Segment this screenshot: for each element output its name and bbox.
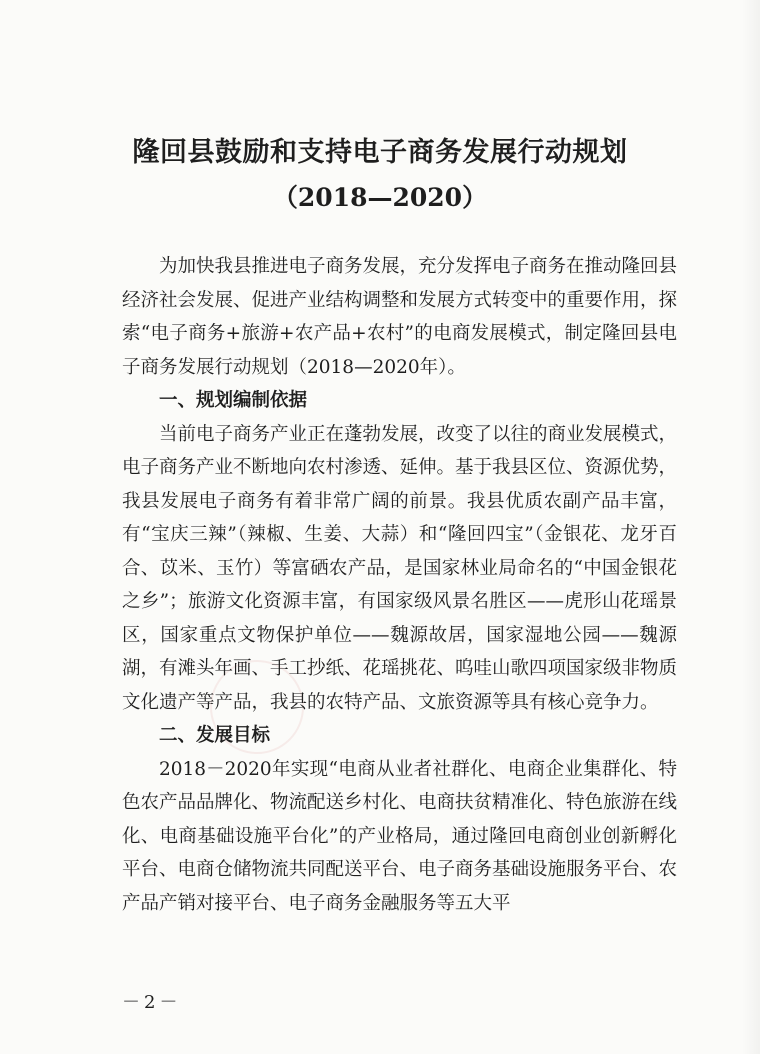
section-heading-goals: 二、发展目标 bbox=[159, 725, 271, 746]
document-title: 隆回县鼓励和支持电子商务发展行动规划 bbox=[132, 137, 628, 168]
page-number: －2－ bbox=[122, 992, 182, 1013]
document-subtitle: （2018—2020） bbox=[272, 183, 488, 212]
intro-paragraph: 为加快我县推进电子商务发展，充分发挥电子商务在推动隆回县经济社会发展、促进产业结构调整和发展方式转变中的重要作用，探索“电子商务+旅游+农产品+农村”的电商发展模式，制定隆回县电子商务发展行动规划（2018—2020年）。 bbox=[122, 256, 678, 378]
section-paragraph-basis: 当前电子商务产业正在蓬勃发展，改变了以往的商业发展模式，电子商务产业不断地向农村渗透、延伸。基于我县区位、资源优势，我县发展电子商务有着非常广阔的前景。我县优质农副产品丰富，有“宝庆三辣”（辣椒、生姜、大蒜）和“隆回四宝”（金银花、龙牙百合、苡米、玉竹）等富硒农产品，是国家林业局命名的“中国金银花之乡”；旅游文化资源丰富，有国家级风景名胜区——虎形山花瑶景区，国家重点文物保护单位——魏源故居，国家湿地公园——魏源湖，有滩头年画、手工抄纸、花瑶挑花、呜哇山歌四项国家级非物质文化遗产等产品，我县的农特产品、文旅资源等具有核心竞争力。 bbox=[122, 423, 678, 713]
section-paragraph-goals: 2018－2020年实现“电商从业者社群化、电商企业集群化、特色农产品品牌化、物流配送乡村化、电商扶贫精准化、特色旅游在线化、电商基础设施平台化”的产业格局，通过隆回电商创业创新孵化平台、电商仓储物流共同配送平台、电子商务基础设施服务平台、农产品产销对接平台、电子商务金融服务等五大平 bbox=[122, 758, 678, 914]
document-body bbox=[122, 250, 677, 920]
section-heading-basis: 一、规划编制依据 bbox=[159, 390, 308, 411]
